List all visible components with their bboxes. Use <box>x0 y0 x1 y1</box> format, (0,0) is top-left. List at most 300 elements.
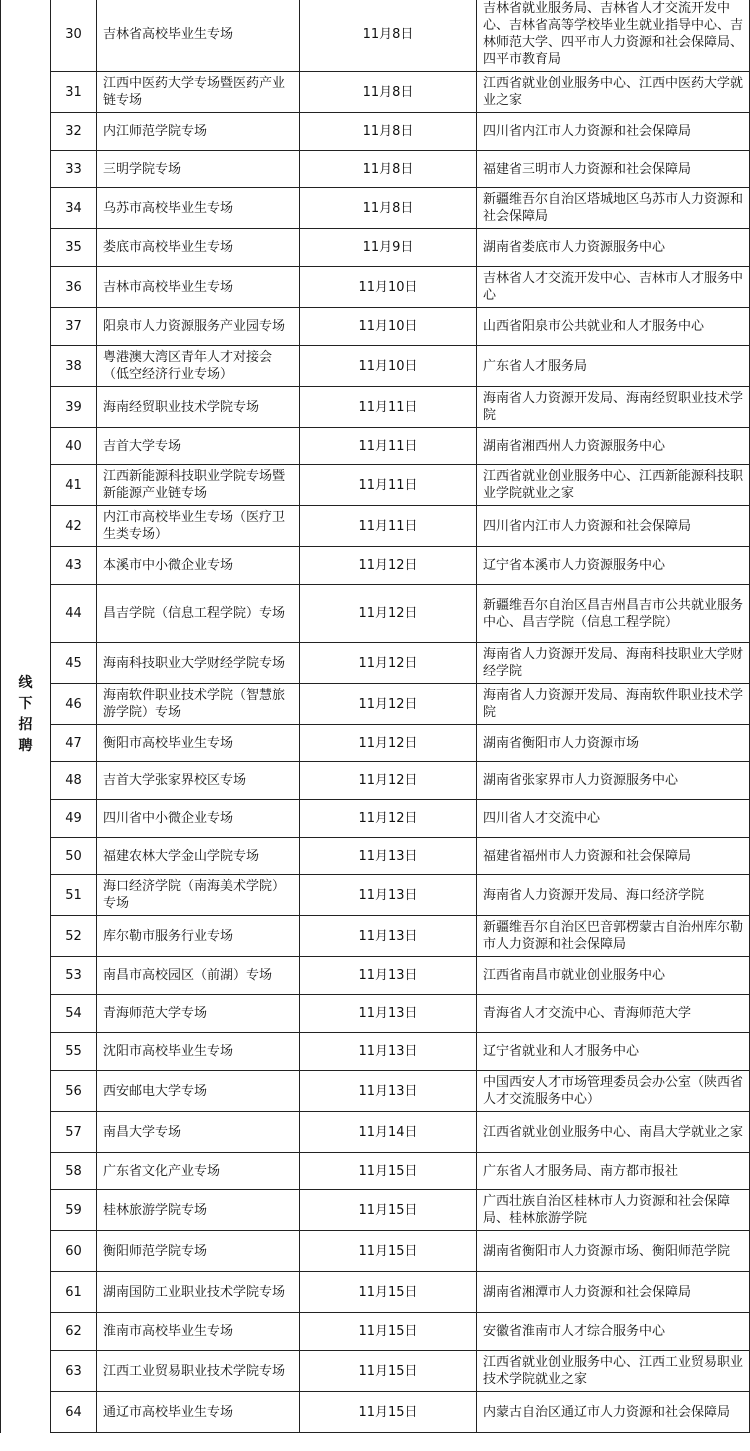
row-number: 55 <box>65 1044 82 1059</box>
organizer-cell <box>477 1272 750 1313</box>
organizer: 湖南省张家界市人力资源服务中心 <box>483 773 679 788</box>
fair-date-cell <box>300 916 477 957</box>
fair-date-cell <box>300 113 477 151</box>
fair-date: 11月13日 <box>358 848 418 864</box>
table-row <box>1 229 750 267</box>
fair-name-cell <box>97 1071 300 1112</box>
row-number: 54 <box>65 1006 82 1021</box>
organizer: 四川省内江市人力资源和社会保障局 <box>483 124 692 139</box>
fair-date-cell <box>300 957 477 995</box>
table-row <box>1 151 750 188</box>
row-number-cell <box>51 1153 97 1190</box>
fair-date: 11月11日 <box>358 518 418 534</box>
organizer: 湖南省衡阳市人力资源市场、衡阳师范学院 <box>483 1243 731 1259</box>
row-number-cell <box>51 1033 97 1071</box>
fair-date-cell <box>300 506 477 547</box>
row-number-cell <box>51 1190 97 1231</box>
fair-date: 11月15日 <box>358 1324 418 1339</box>
fair-name: 吉林市高校毕业生专场 <box>103 279 234 295</box>
row-number: 53 <box>65 968 82 983</box>
organizer-cell <box>477 229 750 267</box>
fair-date: 11月13日 <box>358 968 418 983</box>
table-row <box>1 838 750 875</box>
fair-date: 11月13日 <box>358 1044 418 1059</box>
fair-name: 江西新能源科技职业学院专场暨新能源产业链专场 <box>103 469 286 501</box>
fair-name-cell <box>97 547 300 585</box>
fair-date-cell <box>300 308 477 346</box>
organizer: 新疆维吾尔自治区巴音郭楞蒙古自治州库尔勒市人力资源和社会保障局 <box>483 920 744 952</box>
fair-date: 11月15日 <box>358 1284 418 1300</box>
fair-date-cell <box>300 0 477 72</box>
table-row <box>1 1231 750 1272</box>
row-number: 33 <box>65 161 82 177</box>
table-row <box>1 113 750 151</box>
fair-date-cell <box>300 1033 477 1071</box>
organizer-cell <box>477 1153 750 1190</box>
organizer-cell <box>477 1071 750 1112</box>
organizer-cell <box>477 1313 750 1351</box>
organizer-cell <box>477 995 750 1033</box>
organizer: 辽宁省本溪市人力资源服务中心 <box>483 558 666 573</box>
fair-date-cell <box>300 1272 477 1313</box>
table-row <box>1 188 750 229</box>
row-number-cell <box>51 506 97 547</box>
organizer-cell <box>477 1351 750 1392</box>
fair-date-cell <box>300 1071 477 1112</box>
fair-name-cell <box>97 684 300 725</box>
row-number: 30 <box>65 26 82 42</box>
row-number-cell <box>51 229 97 267</box>
fair-name-cell <box>97 1351 300 1392</box>
row-number: 35 <box>65 240 82 255</box>
table-row <box>1 346 750 387</box>
organizer-cell <box>477 838 750 875</box>
fair-name-cell <box>97 188 300 229</box>
table-row <box>1 465 750 506</box>
fair-name-cell <box>97 267 300 308</box>
fair-name: 福建农林大学金山学院专场 <box>103 848 260 864</box>
fair-name: 库尔勒市服务行业专场 <box>103 928 234 944</box>
row-number-cell <box>51 428 97 465</box>
table-row <box>1 684 750 725</box>
row-number-cell <box>51 188 97 229</box>
table-row <box>1 1153 750 1190</box>
fair-name: 西安邮电大学专场 <box>103 1083 208 1099</box>
organizer-cell <box>477 1112 750 1153</box>
row-number-cell <box>51 725 97 762</box>
table-row <box>1 1112 750 1153</box>
row-number: 58 <box>65 1163 82 1179</box>
fair-date-cell <box>300 387 477 428</box>
organizer: 安徽省淮南市人才综合服务中心 <box>483 1324 666 1339</box>
fair-date: 11月10日 <box>358 279 418 295</box>
organizer: 湖南省湘潭市人力资源和社会保障局 <box>483 1284 692 1300</box>
fair-date-cell <box>300 725 477 762</box>
row-number: 39 <box>65 399 82 415</box>
row-number-cell <box>51 1231 97 1272</box>
row-number: 48 <box>65 773 82 788</box>
table-row <box>1 725 750 762</box>
fair-name: 湖南国防工业职业技术学院专场 <box>103 1284 286 1300</box>
organizer: 湖南省娄底市人力资源服务中心 <box>483 240 666 255</box>
table-row <box>1 1392 750 1433</box>
table-row <box>1 387 750 428</box>
row-number: 50 <box>65 848 82 864</box>
fair-name-cell <box>97 762 300 800</box>
table-row <box>1 1190 750 1231</box>
fair-name-cell <box>97 916 300 957</box>
fair-date-cell <box>300 267 477 308</box>
organizer-cell <box>477 547 750 585</box>
row-number: 57 <box>65 1124 82 1140</box>
row-number-cell <box>51 387 97 428</box>
table-row <box>1 1272 750 1313</box>
fair-date: 11月15日 <box>358 1163 418 1179</box>
row-number-cell <box>51 547 97 585</box>
table-row <box>1 875 750 916</box>
table-row <box>1 72 750 113</box>
fair-date-cell <box>300 428 477 465</box>
organizer: 广东省人才服务局 <box>483 358 588 374</box>
organizer-cell <box>477 725 750 762</box>
row-number: 41 <box>65 477 82 493</box>
fair-date-cell <box>300 72 477 113</box>
row-number-cell <box>51 684 97 725</box>
organizer: 江西省就业创业服务中心、江西工业贸易职业技术学院就业之家 <box>483 1355 744 1387</box>
row-number: 38 <box>65 358 82 374</box>
fair-date: 11月11日 <box>358 399 418 415</box>
fair-name-cell <box>97 72 300 113</box>
fair-date: 11月13日 <box>358 928 418 944</box>
row-number: 36 <box>65 279 82 295</box>
organizer-cell <box>477 643 750 684</box>
row-number-cell <box>51 1272 97 1313</box>
table-row <box>1 800 750 838</box>
fair-name-cell <box>97 113 300 151</box>
row-number-cell <box>51 1351 97 1392</box>
fair-date: 11月8日 <box>362 26 414 42</box>
fair-name-cell <box>97 308 300 346</box>
fair-date: 11月15日 <box>358 1243 418 1259</box>
organizer: 海南省人力资源开发局、海南经贸职业技术学院 <box>483 391 744 423</box>
fair-name-cell <box>97 725 300 762</box>
row-number: 46 <box>65 696 82 712</box>
row-number-cell <box>51 151 97 188</box>
table-row <box>1 762 750 800</box>
fair-name-cell <box>97 1112 300 1153</box>
organizer: 湖南省衡阳市人力资源市场 <box>483 735 640 751</box>
organizer-cell <box>477 308 750 346</box>
fair-name-cell <box>97 506 300 547</box>
fair-name-cell <box>97 0 300 72</box>
row-number-cell <box>51 875 97 916</box>
organizer: 内蒙古自治区通辽市人力资源和社会保障局 <box>483 1404 731 1420</box>
table-row <box>1 585 750 643</box>
fair-date: 11月13日 <box>358 887 418 903</box>
table-row <box>1 995 750 1033</box>
table-row <box>1 1071 750 1112</box>
fair-name: 昌吉学院（信息工程学院）专场 <box>103 606 286 621</box>
fair-name: 吉林省高校毕业生专场 <box>103 26 234 42</box>
row-number: 40 <box>65 438 82 454</box>
fair-name: 本溪市中小微企业专场 <box>103 558 234 573</box>
row-number-cell <box>51 113 97 151</box>
row-number: 56 <box>65 1083 82 1099</box>
fair-name: 吉首大学专场 <box>103 438 182 454</box>
fair-name: 阳泉市人力资源服务产业园专场 <box>103 319 286 334</box>
fair-name: 娄底市高校毕业生专场 <box>103 240 234 255</box>
row-number: 31 <box>65 84 82 100</box>
table-row <box>1 957 750 995</box>
organizer: 中国西安人才市场管理委员会办公室（陕西省人才交流服务中心） <box>483 1075 744 1107</box>
fair-date: 11月12日 <box>358 655 418 671</box>
fair-date: 11月12日 <box>358 735 418 751</box>
fair-date: 11月15日 <box>358 1363 418 1379</box>
row-number: 49 <box>65 811 82 826</box>
row-number-cell <box>51 1112 97 1153</box>
table-row <box>1 428 750 465</box>
fair-date-cell <box>300 188 477 229</box>
organizer-cell <box>477 957 750 995</box>
organizer: 海南省人力资源开发局、海南软件职业技术学院 <box>483 688 744 720</box>
organizer: 广东省人才服务局、南方都市报社 <box>483 1163 679 1179</box>
row-number-cell <box>51 762 97 800</box>
table-row <box>1 506 750 547</box>
fair-date-cell <box>300 875 477 916</box>
fair-name: 海南科技职业大学财经学院专场 <box>103 655 286 671</box>
fair-name: 衡阳师范学院专场 <box>103 1243 208 1259</box>
fair-date: 11月13日 <box>358 1083 418 1099</box>
fair-name: 桂林旅游学院专场 <box>103 1202 208 1218</box>
fair-date-cell <box>300 229 477 267</box>
fair-name: 通辽市高校毕业生专场 <box>103 1404 234 1420</box>
fair-name: 四川省中小微企业专场 <box>103 811 234 826</box>
fair-date-cell <box>300 1313 477 1351</box>
fair-name-cell <box>97 1153 300 1190</box>
fair-name: 南昌市高校园区（前湖）专场 <box>103 968 273 983</box>
fair-date: 11月15日 <box>358 1404 418 1420</box>
row-number-cell <box>51 0 97 72</box>
fair-date-cell <box>300 151 477 188</box>
fair-name: 粤港澳大湾区青年人才对接会（低空经济行业专场） <box>103 350 273 382</box>
organizer: 海南省人力资源开发局、海南科技职业大学财经学院 <box>483 647 744 679</box>
row-number-cell <box>51 346 97 387</box>
organizer: 四川省人才交流中心 <box>483 811 601 826</box>
fair-name-cell <box>97 387 300 428</box>
row-number: 64 <box>65 1404 82 1420</box>
organizer: 湖南省湘西州人力资源服务中心 <box>483 438 666 454</box>
fair-name: 三明学院专场 <box>103 161 182 177</box>
fair-date: 11月8日 <box>362 161 414 177</box>
organizer: 福建省福州市人力资源和社会保障局 <box>483 848 692 864</box>
row-number-cell <box>51 800 97 838</box>
organizer-cell <box>477 188 750 229</box>
organizer-cell <box>477 875 750 916</box>
fair-name-cell <box>97 643 300 684</box>
row-number-cell <box>51 1392 97 1433</box>
table-row <box>1 0 750 72</box>
fair-date: 11月12日 <box>358 696 418 712</box>
organizer-cell <box>477 151 750 188</box>
fair-name: 南昌大学专场 <box>103 1124 182 1140</box>
organizer-cell <box>477 428 750 465</box>
fair-date-cell <box>300 684 477 725</box>
fair-name: 淮南市高校毕业生专场 <box>103 1324 234 1339</box>
organizer-cell <box>477 916 750 957</box>
organizer: 江西省南昌市就业创业服务中心 <box>483 968 666 983</box>
table-row <box>1 1313 750 1351</box>
fair-name-cell <box>97 838 300 875</box>
fair-name-cell <box>97 1313 300 1351</box>
fair-name-cell <box>97 1190 300 1231</box>
fair-name-cell <box>97 151 300 188</box>
fair-name-cell <box>97 875 300 916</box>
fair-date-cell <box>300 346 477 387</box>
organizer: 山西省阳泉市公共就业和人才服务中心 <box>483 319 705 334</box>
organizer-cell <box>477 113 750 151</box>
fair-date: 11月8日 <box>362 84 414 100</box>
fair-name-cell <box>97 800 300 838</box>
row-number-cell <box>51 308 97 346</box>
fair-name-cell <box>97 1033 300 1071</box>
fair-date: 11月10日 <box>358 358 418 374</box>
fair-name-cell <box>97 995 300 1033</box>
fair-date-cell <box>300 465 477 506</box>
row-number: 47 <box>65 735 82 751</box>
fair-date: 11月8日 <box>362 200 414 216</box>
row-number: 63 <box>65 1363 82 1379</box>
organizer-cell <box>477 1190 750 1231</box>
table-row <box>1 916 750 957</box>
row-number-cell <box>51 267 97 308</box>
organizer: 广西壮族自治区桂林市人力资源和社会保障局、桂林旅游学院 <box>483 1194 731 1226</box>
row-number-cell <box>51 838 97 875</box>
row-number-cell <box>51 1313 97 1351</box>
organizer: 新疆维吾尔自治区昌吉州昌吉市公共就业服务中心、昌吉学院（信息工程学院） <box>483 597 744 630</box>
fair-date-cell <box>300 1153 477 1190</box>
fair-date-cell <box>300 1351 477 1392</box>
fair-date: 11月10日 <box>358 319 418 334</box>
row-number-cell <box>51 995 97 1033</box>
table-row <box>1 1351 750 1392</box>
organizer: 江西省就业创业服务中心、南昌大学就业之家 <box>483 1124 744 1140</box>
row-number: 52 <box>65 928 82 944</box>
fair-name: 海口经济学院（南海美术学院）专场 <box>103 879 286 911</box>
organizer: 海南省人力资源开发局、海口经济学院 <box>483 887 705 903</box>
row-number-cell <box>51 957 97 995</box>
fair-date-cell <box>300 1392 477 1433</box>
row-number: 34 <box>65 200 82 216</box>
row-number: 61 <box>65 1284 82 1300</box>
fair-name: 江西工业贸易职业技术学院专场 <box>103 1363 286 1379</box>
row-number-cell <box>51 1071 97 1112</box>
fair-date: 11月12日 <box>358 773 418 788</box>
fair-date-cell <box>300 547 477 585</box>
fair-name-cell <box>97 957 300 995</box>
organizer-cell <box>477 465 750 506</box>
organizer-cell <box>477 1392 750 1433</box>
fair-date-cell <box>300 1112 477 1153</box>
fair-date: 11月12日 <box>358 811 418 826</box>
row-number: 51 <box>65 887 82 903</box>
fair-date-cell <box>300 585 477 643</box>
organizer-cell <box>477 506 750 547</box>
table-row <box>1 267 750 308</box>
row-number-cell <box>51 72 97 113</box>
row-number: 32 <box>65 124 82 139</box>
organizer: 江西省就业创业服务中心、江西中医药大学就业之家 <box>483 76 744 108</box>
fair-date-cell <box>300 1190 477 1231</box>
fair-name-cell <box>97 428 300 465</box>
fair-name-cell <box>97 1392 300 1433</box>
row-number: 60 <box>65 1243 82 1259</box>
row-number-cell <box>51 916 97 957</box>
fair-date: 11月9日 <box>362 240 414 255</box>
fair-name: 内江市高校毕业生专场（医疗卫生类专场） <box>103 510 286 542</box>
row-number: 42 <box>65 518 82 534</box>
fair-date-cell <box>300 643 477 684</box>
fair-date: 11月13日 <box>358 1006 418 1021</box>
table-row <box>1 643 750 684</box>
fair-name: 吉首大学张家界校区专场 <box>103 773 247 788</box>
fair-date: 11月11日 <box>358 477 418 493</box>
fair-date-cell <box>300 762 477 800</box>
fair-name: 海南经贸职业技术学院专场 <box>103 399 260 415</box>
organizer-cell <box>477 0 750 72</box>
organizer: 江西省就业创业服务中心、江西新能源科技职业学院就业之家 <box>483 469 744 501</box>
fair-name-cell <box>97 346 300 387</box>
row-number: 62 <box>65 1324 82 1339</box>
organizer-cell <box>477 1231 750 1272</box>
fair-date: 11月15日 <box>358 1202 418 1218</box>
category-cell <box>1 0 51 1433</box>
fair-date-cell <box>300 995 477 1033</box>
row-number: 43 <box>65 558 82 573</box>
fair-name: 江西中医药大学专场暨医药产业链专场 <box>103 76 286 108</box>
fair-date: 11月12日 <box>358 606 418 621</box>
row-number-cell <box>51 465 97 506</box>
fair-date: 11月14日 <box>358 1124 418 1140</box>
organizer-cell <box>477 684 750 725</box>
organizer: 青海省人才交流中心、青海师范大学 <box>483 1006 692 1021</box>
fair-name-cell <box>97 1272 300 1313</box>
fair-name: 海南软件职业技术学院（智慧旅游学院）专场 <box>103 688 286 720</box>
organizer: 吉林省人才交流开发中心、吉林市人才服务中心 <box>483 271 744 303</box>
organizer-cell <box>477 346 750 387</box>
organizer-cell <box>477 387 750 428</box>
fair-date: 11月12日 <box>358 558 418 573</box>
fair-date-cell <box>300 1231 477 1272</box>
organizer-cell <box>477 800 750 838</box>
category-label: 线下招聘 <box>18 674 33 754</box>
fair-date: 11月8日 <box>362 124 414 139</box>
organizer-cell <box>477 585 750 643</box>
row-number: 37 <box>65 319 82 334</box>
fair-name-cell <box>97 465 300 506</box>
row-number: 59 <box>65 1202 82 1218</box>
row-number: 45 <box>65 655 82 671</box>
fair-date-cell <box>300 800 477 838</box>
fair-name: 内江师范学院专场 <box>103 124 208 139</box>
row-number-cell <box>51 585 97 643</box>
organizer: 新疆维吾尔自治区塔城地区乌苏市人力资源和社会保障局 <box>483 192 744 224</box>
organizer-cell <box>477 267 750 308</box>
organizer-cell <box>477 72 750 113</box>
fair-name-cell <box>97 585 300 643</box>
fair-date-cell <box>300 838 477 875</box>
fair-name: 乌苏市高校毕业生专场 <box>103 200 234 216</box>
table-row <box>1 547 750 585</box>
